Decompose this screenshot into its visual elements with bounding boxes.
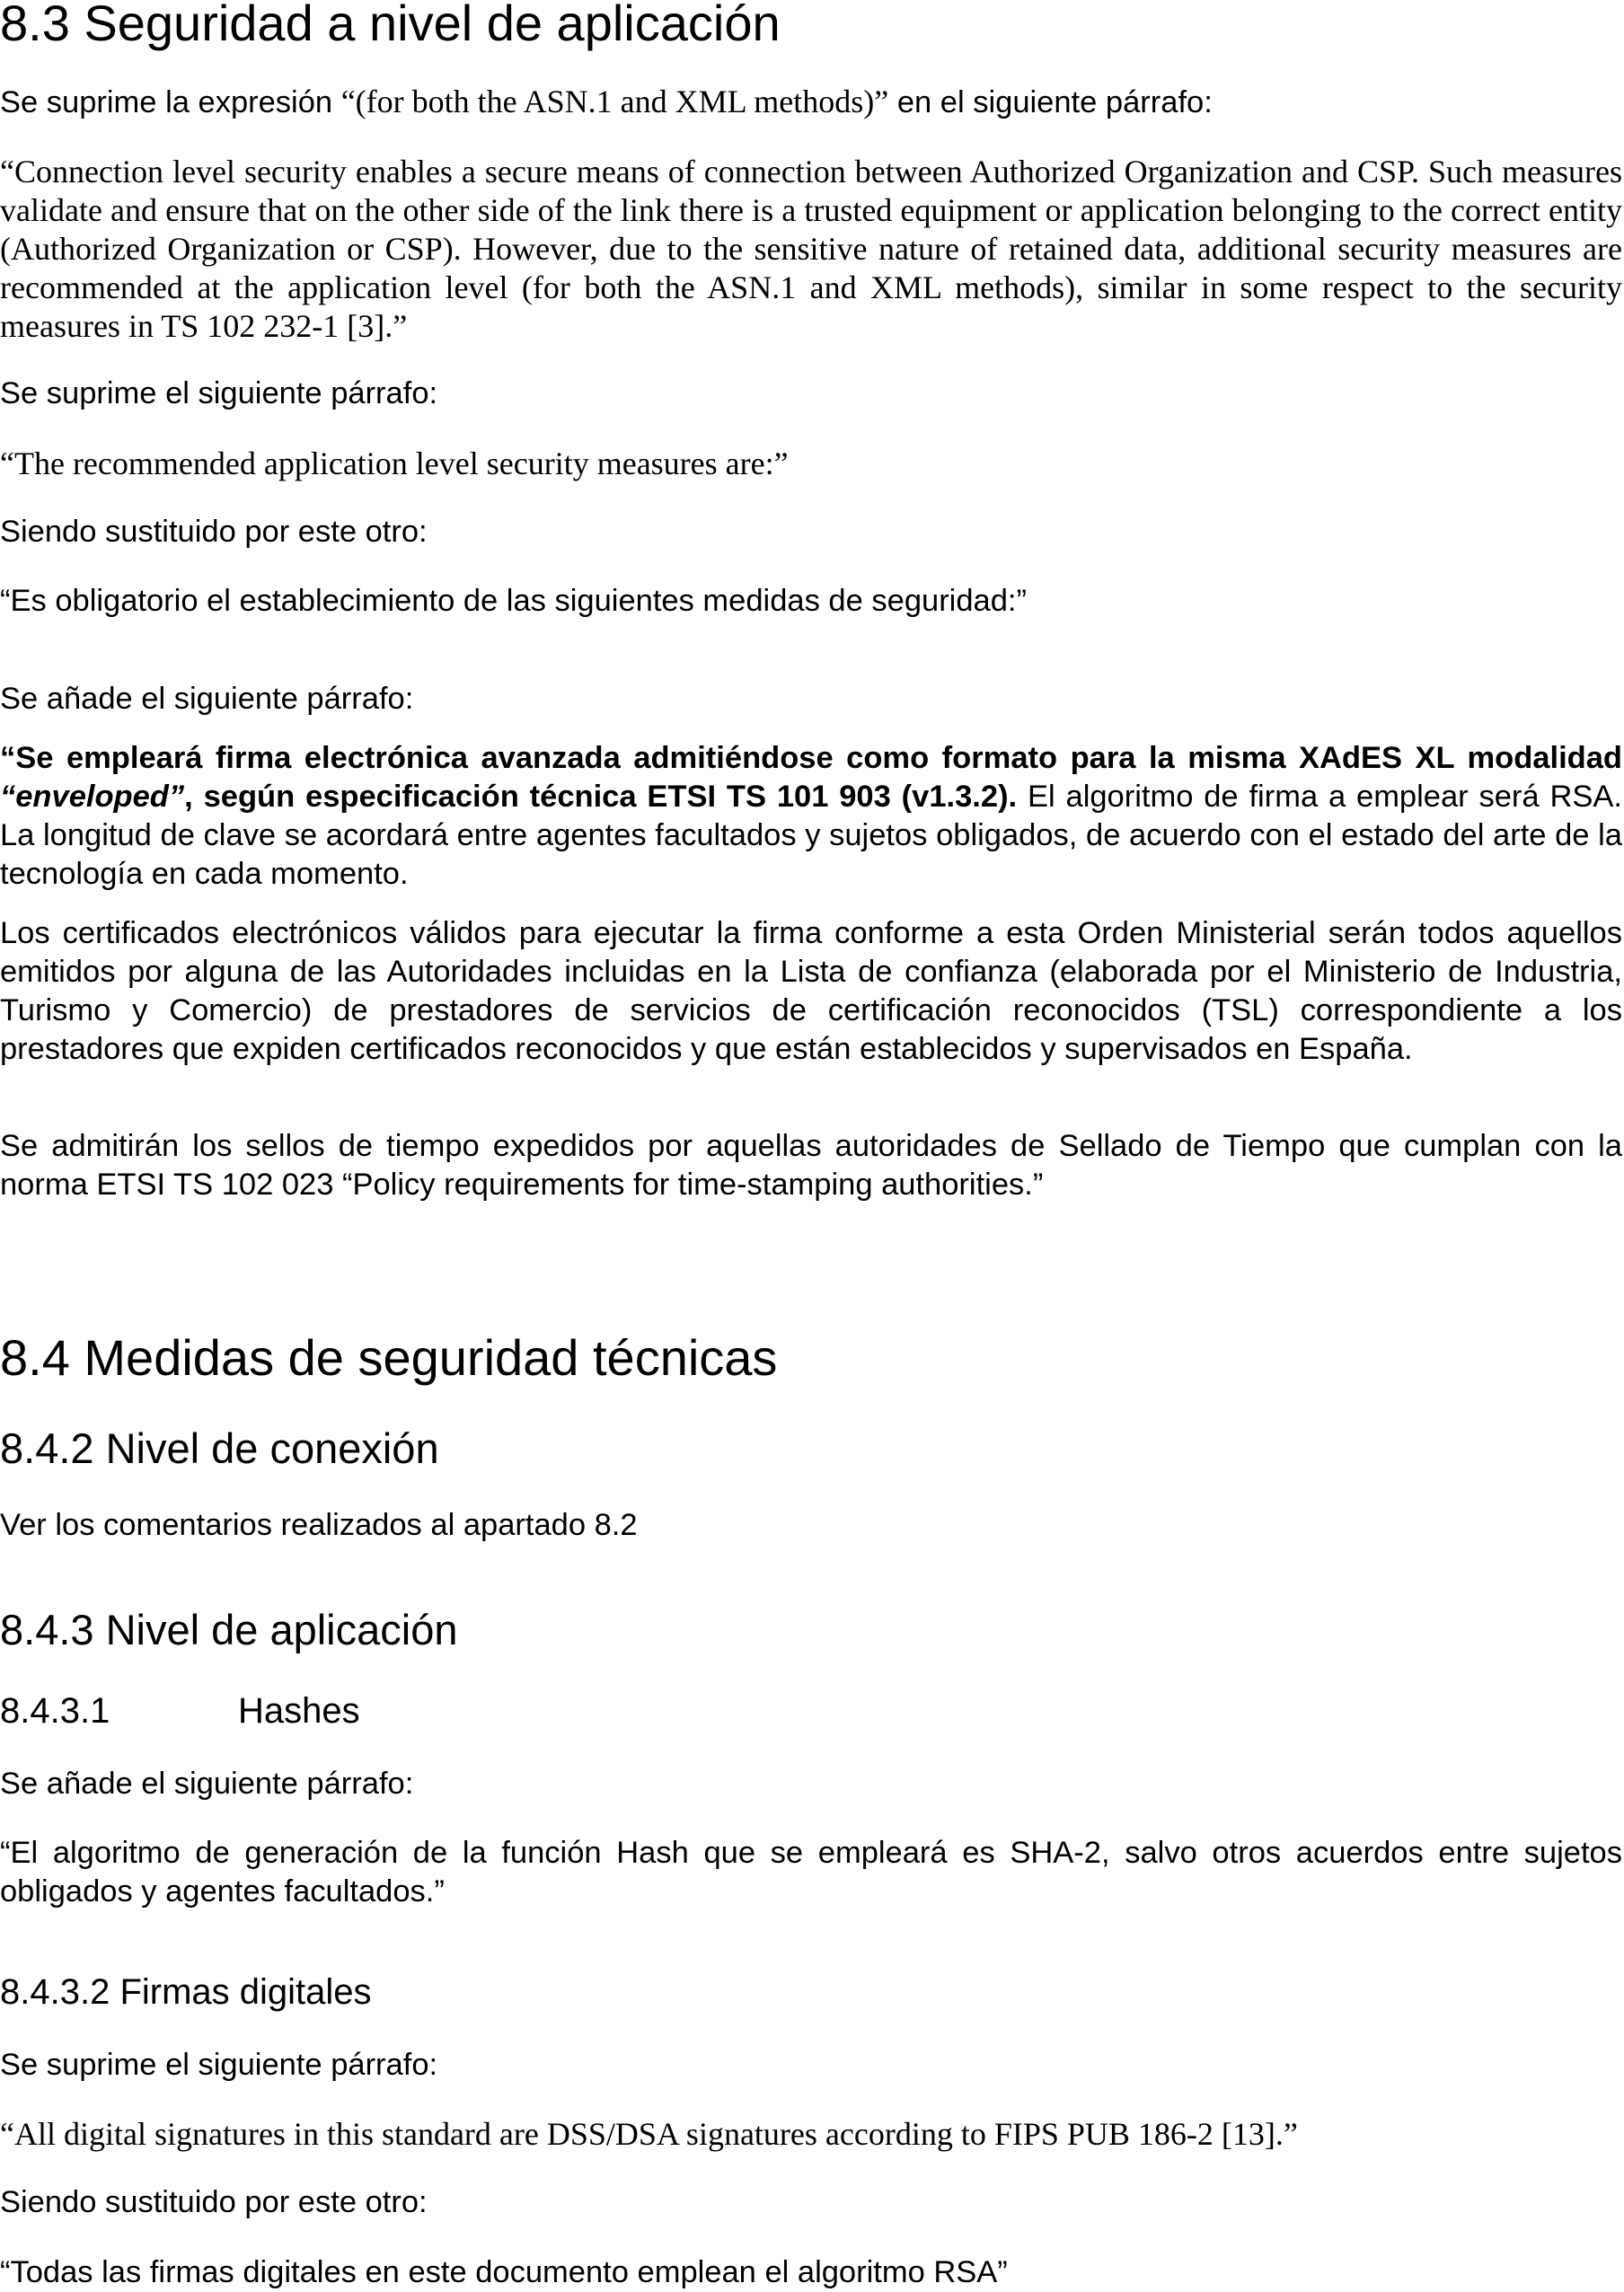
quoted-dss-dsa-paragraph: “All digital signatures in this standard are DSS/DSA signatures according to FIPS PUB 186-2 [13].” xyxy=(0,2116,1298,2152)
paragraph-suppress-expression xyxy=(0,83,1622,122)
subsection-heading-8-4-3: 8.4.3 Nivel de aplicación xyxy=(0,1606,458,1653)
subsection-heading-8-4-3-1 xyxy=(0,1688,1622,1733)
quoted-expression: “(for both the ASN.1 and XML methods)” xyxy=(340,84,889,119)
subsection-heading-8-4-3-2: 8.4.3.2 Firmas digitales xyxy=(0,1972,372,2012)
quoted-original-paragraph: “Connection level security enables a secure means of connection between Authorized Organization and CSP. Such measures validate and ensure that on the other side of the link there is a trusted equipment or application belonging to the correct entity (Authorized Organization or CSP). However, due to the sensitive nature of retained data, additional security measures are recommended at the application level (for both the ASN.1 and XML methods), similar in some respect to the security measures in TS 102 232-1 [3].” xyxy=(0,154,1622,344)
paragraph-add-following: Se añade el siguiente párrafo: xyxy=(0,682,414,716)
paragraph-valid-certificates: Los certificados electrónicos válidos para ejecutar la firma conforme a esta Orden Ministerial serán todos aquellos emitidos por alguna de las Autoridades incluidas en la Lista de confianza (elaborada por el Ministerio de Industria, Turismo y Comercio) de prestadores de servicios de certificación reconocidos (TSL) correspondiente a los prestadores que expiden certificados reconocidos y que están establecidos y supervisados en España. xyxy=(0,916,1622,1066)
paragraph-tail: en el siguiente párrafo: xyxy=(888,85,1213,119)
paragraph-mandatory-measures: “Es obligatorio el establecimiento de las siguientes medidas de seguridad:” xyxy=(0,584,1027,618)
heading-number: 8.4.3.1 xyxy=(0,1691,110,1731)
heading-title: Hashes xyxy=(238,1691,360,1731)
paragraph-replaced-by: Siendo sustituido por este otro: xyxy=(0,515,428,549)
paragraph-rsa-signatures: “Todas las firmas digitales en este documento emplean el algoritmo RSA” xyxy=(0,2255,1008,2289)
paragraph-replaced-by-rsa: Siendo sustituido por este otro: xyxy=(0,2185,428,2219)
bold-italic-text: “enveloped” xyxy=(0,780,185,814)
section-heading-8-4: 8.4 Medidas de seguridad técnicas xyxy=(0,1329,778,1386)
paragraph-time-stamps: Se admitirán los sellos de tiempo expedidos por aquellas autoridades de Sellado de Tiempo que cumplan con la norma ETSI TS 102 023 “Policy requirements for time-stamping authorities.” xyxy=(0,1129,1622,1202)
subsection-heading-8-4-2: 8.4.2 Nivel de conexión xyxy=(0,1424,439,1472)
paragraph-add-following-hash: Se añade el siguiente párrafo: xyxy=(0,1767,414,1801)
bold-text: “Se empleará firma electrónica avanzada admitiéndose como formato para la misma XAdES XL modalidad xyxy=(0,741,1622,775)
paragraph-suppress-following: Se suprime el siguiente párrafo: xyxy=(0,376,438,410)
paragraph-see-comments: Ver los comentarios realizados al apartado 8.2 xyxy=(0,1508,638,1542)
paragraph-advanced-signature xyxy=(0,739,1622,894)
bold-text-spec: , según especificación técnica ETSI TS 101 903 (v1.3.2). xyxy=(184,780,1018,814)
paragraph-hash-algorithm: “El algoritmo de generación de la función Hash que se empleará es SHA-2, salvo otros acuerdos entre sujetos obligados y agentes facultados.” xyxy=(0,1836,1622,1909)
paragraph-suppress-signatures: Se suprime el siguiente párrafo: xyxy=(0,2048,438,2082)
paragraph-lead: Se suprime la expresión xyxy=(0,85,341,119)
normal-text: El algoritmo de firma a emplear será RSA. La longitud de clave se acordará entre agentes facultados y sujetos obligados, de acuerdo con el estado del arte de la tecnología en cada momento. xyxy=(0,780,1622,891)
section-heading-8-3: 8.3 Seguridad a nivel de aplicación xyxy=(0,0,781,51)
quoted-suppressed-paragraph: “The recommended application level security measures are:” xyxy=(0,445,789,481)
